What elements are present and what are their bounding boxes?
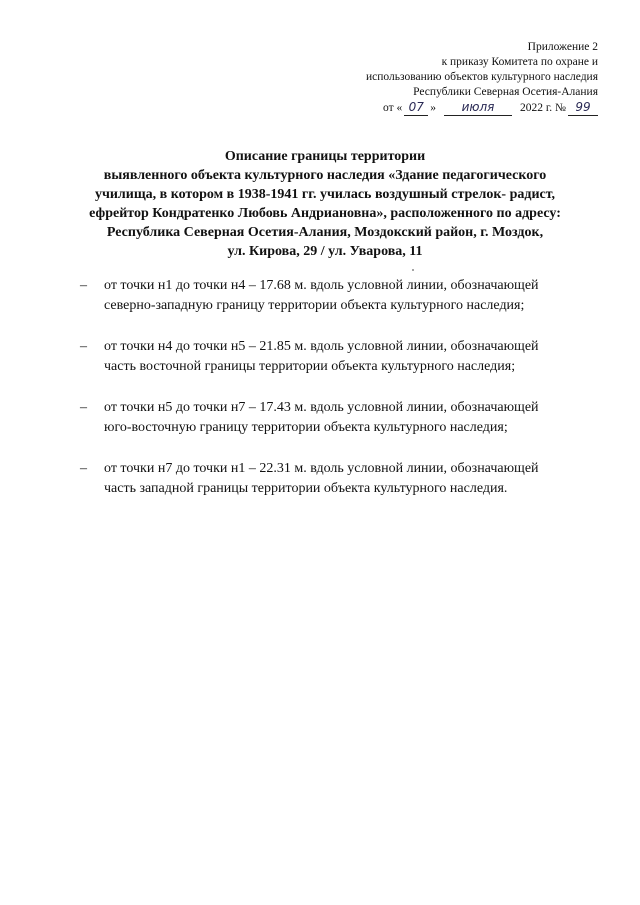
order-date-line xyxy=(298,100,598,116)
order-month-handwritten: июля xyxy=(444,100,512,116)
list-item-text xyxy=(104,398,600,438)
order-day-handwritten: 07 xyxy=(404,100,428,116)
order-quote-close: » xyxy=(430,102,436,114)
list-item-line: юго-восточную границу территории объекта культурного наследия; xyxy=(104,420,508,435)
list-item xyxy=(80,398,600,438)
order-reference-line: Республики Северная Осетия-Алания xyxy=(413,86,598,98)
boundary-segments-list xyxy=(80,276,600,520)
order-number-handwritten: 99 xyxy=(568,100,598,116)
order-year-label: 2022 г. № xyxy=(519,102,566,114)
list-item xyxy=(80,276,600,316)
list-item-line: часть восточной границы территории объекта культурного наследия; xyxy=(104,359,516,374)
list-item-text xyxy=(104,276,600,316)
list-item-line: от точки н1 до точки н4 – 17.68 м. вдоль условной линии, обозначающей xyxy=(104,278,539,293)
list-item xyxy=(80,337,600,377)
title-line: ефрейтор Кондратенко Любовь Андриановна», расположенного по адресу: xyxy=(89,206,561,221)
appendix-number: Приложение 2 xyxy=(527,41,598,53)
order-reference-line: использованию объектов культурного наследия xyxy=(365,71,598,83)
scan-speck xyxy=(412,269,414,271)
title-line: Описание границы территории xyxy=(224,149,426,164)
list-item-text xyxy=(104,459,600,499)
list-dash: – xyxy=(80,339,87,354)
order-date-prefix: от « xyxy=(382,102,403,114)
document-title xyxy=(60,147,590,261)
title-line: училища, в котором в 1938-1941 гг. училась воздушный стрелок- радист, xyxy=(94,187,556,202)
appendix-header xyxy=(298,40,598,116)
title-line: ул. Кирова, 29 / ул. Уварова, 11 xyxy=(227,244,423,259)
list-dash: – xyxy=(80,400,87,415)
list-dash: – xyxy=(80,461,87,476)
list-item-text xyxy=(104,337,600,377)
list-item-line: часть западной границы территории объекта культурного наследия. xyxy=(104,481,508,496)
list-item xyxy=(80,459,600,499)
list-item-line: северно-западную границу территории объекта культурного наследия; xyxy=(104,298,525,313)
list-dash: – xyxy=(80,278,87,293)
order-reference-line: к приказу Комитета по охране и xyxy=(441,56,598,68)
list-item-line: от точки н4 до точки н5 – 21.85 м. вдоль условной линии, обозначающей xyxy=(104,339,539,354)
list-item-line: от точки н5 до точки н7 – 17.43 м. вдоль условной линии, обозначающей xyxy=(104,400,539,415)
list-item-line: от точки н7 до точки н1 – 22.31 м. вдоль условной линии, обозначающей xyxy=(104,461,539,476)
title-line: выявленного объекта культурного наследия «Здание педагогического xyxy=(103,168,547,183)
title-line: Республика Северная Осетия-Алания, Моздокский район, г. Моздок, xyxy=(106,225,544,240)
